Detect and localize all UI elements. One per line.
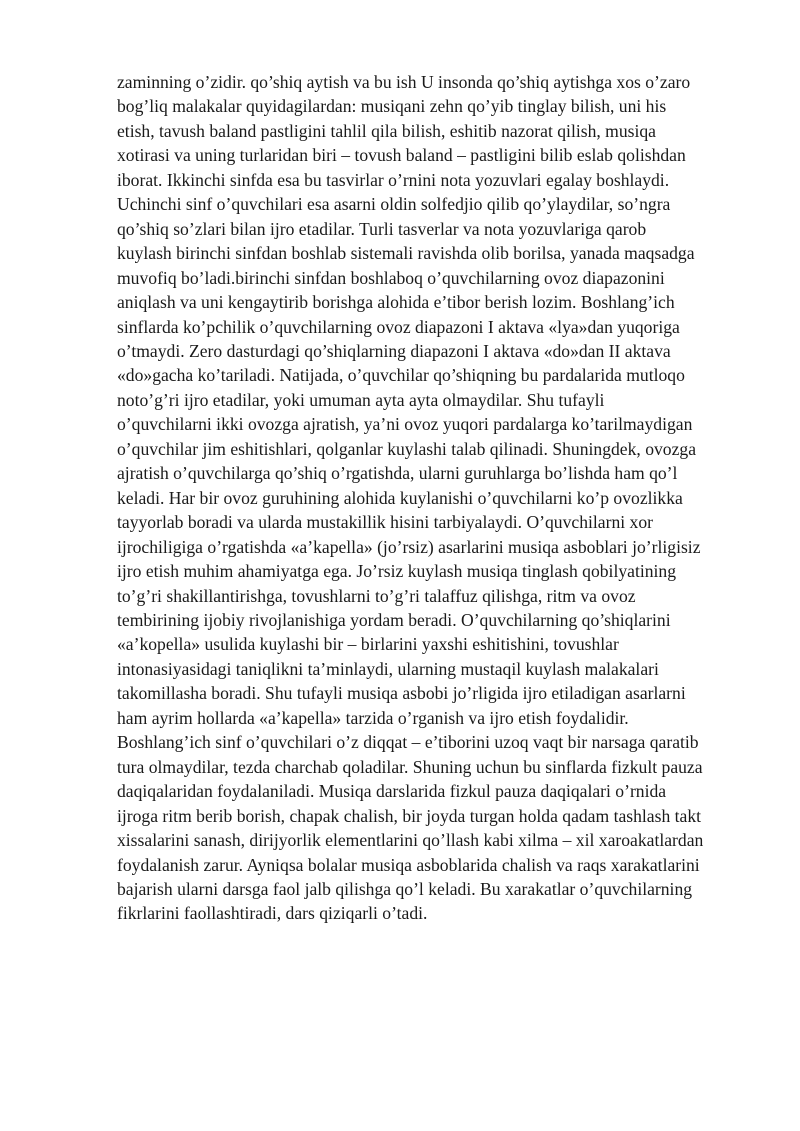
- text-line: «a’kopella» usulida kuylashi bir – birlarini yaxshi eshitishini, tovushlar: [117, 634, 619, 655]
- body-paragraph: [117, 70, 767, 926]
- text-line: ijro etish muhim ahamiyatga ega. Jo’rsiz kuylash musiqa tinglash qobilyatining: [117, 561, 676, 582]
- text-line: Boshlang’ich sinf o’quvchilari o’z diqqat – e’tiborini uzoq vaqt bir narsaga qaratib: [117, 732, 699, 753]
- text-line: etish, tavush baland pastligini tahlil qila bilish, eshitib nazorat qilish, musiqa: [117, 120, 656, 141]
- text-line: ijroga ritm berib borish, chapak chalish, bir joyda turgan holda qadam tashlash takt: [117, 805, 702, 826]
- text-line: xotirasi va uning turlaridan biri – tovush baland – pastligini bilib eslab qolishdan: [117, 145, 686, 166]
- text-line: muvofiq bo’ladi.birinchi sinfdan boshlaboq o’quvchilarning ovoz diapazonini: [117, 267, 665, 288]
- text-line: o’tmaydi. Zero dasturdagi qo’shiqlarning diapazoni I aktava «do»dan II aktava: [117, 340, 671, 361]
- text-line: tura olmaydilar, tezda charchab qoladilar. Shuning uchun bu sinflarda fizkult pauza: [117, 756, 703, 777]
- text-line: aniqlash va uni kengaytirib borishga alohida e’tibor berish lozim. Boshlang’ich: [117, 292, 675, 313]
- text-line: bajarish ularni darsga faol jalb qilishga qo’l keladi. Bu xarakatlar o’quvchilarning: [117, 878, 693, 899]
- text-line: bog’liq malakalar quyidagilardan: musiqani zehn qo’yib tinglay bilish, uni his: [117, 96, 667, 117]
- text-line: to’g’ri shakillantirishga, tovushlarni to’g’ri talaffuz qilishga, ritm va ovoz: [117, 585, 636, 606]
- text-line: tayyorlab boradi va ularda mustakillik hisini tarbiyalaydi. O’quvchilarni xor: [117, 512, 653, 533]
- text-line: takomillasha boradi. Shu tufayli musiqa asbobi jo’rligida ijro etiladigan asarlarni: [117, 683, 686, 704]
- text-line: intonasiyasidagi taniqlikni ta’minlaydi, ularning mustaqil kuylash malakalari: [117, 658, 659, 679]
- text-line: ijrochiligiga o’rgatishda «a’kapella» (jo’rsiz) asarlarini musiqa asboblari jo’rligisiz: [117, 536, 701, 557]
- text-line: o’quvchilarni ikki ovozga ajratish, ya’ni ovoz yuqori pardalarga ko’tarilmaydigan: [117, 414, 693, 435]
- text-line: kuylash birinchi sinfdan boshlab sistemali ravishda olib borilsa, yanada maqsadga: [117, 243, 695, 264]
- text-line: sinflarda ko’pchilik o’quvchilarning ovoz diapazoni I aktava «lya»dan yuqoriga: [117, 316, 680, 337]
- text-line: fikrlarini faollashtiradi, dars qiziqarli o’tadi.: [117, 903, 428, 924]
- text-line: keladi. Har bir ovoz guruhining alohida kuylanishi o’quvchilarni ko’p ovozlikka: [117, 487, 683, 508]
- text-line: ajratish o’quvchilarga qo’shiq o’rgatishda, ularni guruhlarga bo’lishda ham qo’l: [117, 463, 678, 484]
- text-line: qo’shiq so’zlari bilan ijro etadilar. Turli tasverlar va nota yozuvlariga qarob: [117, 218, 647, 239]
- text-line: zaminning o’zidir. qo’shiq aytish va bu ish U insonda qo’shiq aytishga xos o’zaro: [117, 72, 691, 92]
- text-line: ham ayrim hollarda «a’kapella» tarzida o’rganish va ijro etish foydalidir.: [117, 707, 629, 728]
- text-line: tembirining ijobiy rivojlanishiga yordam beradi. O’quvchilarning qo’shiqlarini: [117, 609, 671, 630]
- text-line: daqiqalaridan foydalaniladi. Musiqa darslarida fizkul pauza daqiqalari o’rnida: [117, 781, 667, 802]
- text-line: o’quvchilar jim eshitishlari, qolganlar kuylashi talab qilinadi. Shuningdek, ovozga: [117, 438, 697, 459]
- text-line: xissalarini sanash, dirijyorlik elementlarini qo’llash kabi xilma – xil xaroakatlardan: [117, 830, 704, 851]
- text-line: «do»gacha ko’tariladi. Natijada, o’quvchilar qo’shiqning bu pardalarida mutloqo: [117, 365, 685, 386]
- text-line: noto’g’ri ijro etadilar, yoki umuman ayta ayta olmaydilar. Shu tufayli: [117, 389, 605, 410]
- text-line: iborat. Ikkinchi sinfda esa bu tasvirlar o’rnini nota yozuvlari egalay boshlaydi.: [117, 169, 670, 190]
- text-line: foydalanish zarur. Ayniqsa bolalar musiqa asboblarida chalish va raqs xarakatlarini: [117, 854, 700, 875]
- text-line: Uchinchi sinf o’quvchilari esa asarni oldin solfedjio qilib qo’ylaydilar, so’ngra: [117, 194, 671, 215]
